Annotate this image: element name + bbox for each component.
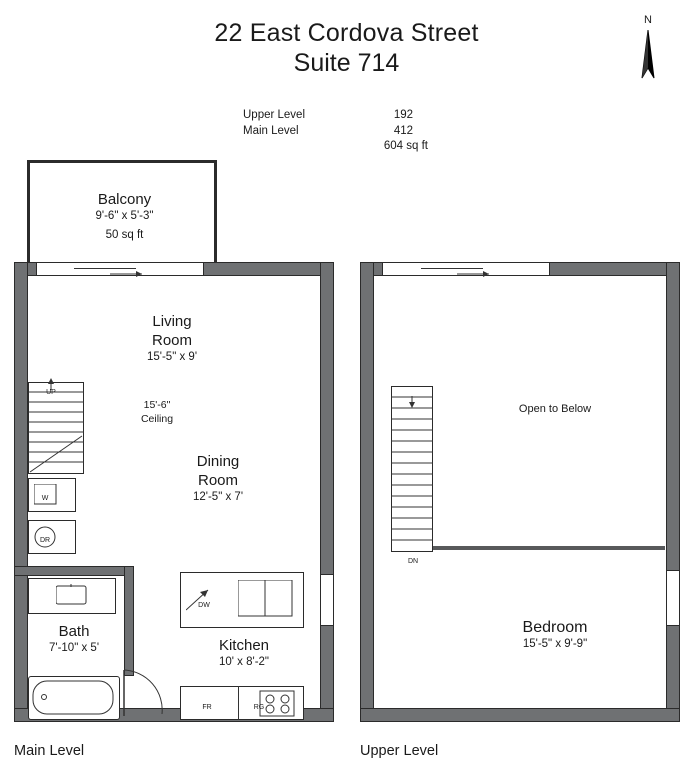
balcony-label-group	[47, 190, 202, 243]
wall-upper-left	[360, 262, 374, 722]
kitchen-label-group	[186, 636, 302, 670]
ceiling-note	[112, 398, 202, 426]
area-total-value: 604 sq ft	[383, 140, 428, 152]
window-upper-right	[666, 570, 680, 626]
wall-bath-top	[14, 566, 134, 576]
area-row-value: 192	[393, 109, 413, 121]
stairs-up-label: UP	[46, 389, 56, 396]
main-level-caption: Main Level	[14, 743, 85, 759]
balcony-dim: 9'-6" x 5'-3"	[95, 210, 154, 222]
dining-room-name-2: Room	[197, 472, 238, 489]
balcony-name: Balcony	[97, 191, 152, 208]
wall-main-right	[320, 262, 334, 722]
title-line-1: 22 East Cordova Street	[214, 19, 479, 47]
north-label: N	[644, 14, 652, 26]
bathtub-icon	[32, 680, 116, 716]
bath-name: Bath	[58, 623, 90, 640]
bedroom-name: Bedroom	[522, 619, 588, 636]
bath-dim: 7'-10" x 5'	[48, 642, 100, 654]
dishwasher-label: DW	[198, 602, 210, 609]
kitchen-dim: 10' x 8'-2"	[218, 656, 270, 668]
washer-label: W	[41, 495, 49, 502]
upper-door-swing-arrow-icon	[457, 268, 497, 280]
bath-door-swing-icon	[120, 668, 164, 720]
wall-upper-right	[666, 262, 680, 722]
ceiling-note-line-1: 15'-6"	[143, 399, 171, 411]
wall-bath-right	[124, 566, 134, 676]
stair-down-arrow-icon	[405, 394, 419, 408]
living-room-label-group	[112, 312, 232, 365]
bedroom-dim: 15'-5" x 9'-9"	[522, 638, 588, 650]
main-level-floorplan	[0, 0, 345, 772]
bedroom-label-group	[465, 618, 645, 652]
kitchen-sink-icon	[238, 580, 296, 620]
balcony-area: 50 sq ft	[105, 229, 144, 241]
dining-room-dim: 12'-5" x 7'	[192, 491, 244, 503]
upper-level-floorplan	[345, 0, 693, 772]
stairs-down-label: DN	[407, 558, 419, 565]
door-swing-arrow-icon	[110, 268, 150, 280]
bath-label-group	[26, 622, 122, 656]
title-line-2: Suite 714	[293, 49, 400, 77]
living-room-dim: 15'-5" x 9'	[146, 351, 198, 363]
dryer-label: DR	[39, 537, 51, 544]
area-row-label: Upper Level	[243, 109, 306, 121]
kitchen-name: Kitchen	[218, 637, 270, 654]
ceiling-note-line-2: Ceiling	[140, 413, 174, 425]
window-main-right	[320, 574, 334, 626]
area-row-label: Main Level	[243, 124, 299, 137]
sink-icon	[56, 584, 90, 608]
open-to-below-label: Open to Below	[518, 403, 592, 415]
living-room-name-2: Room	[151, 332, 192, 349]
dining-room-name-1: Dining	[196, 453, 240, 470]
area-row-value: 412	[393, 124, 413, 137]
upper-level-caption: Upper Level	[360, 743, 439, 759]
fridge-label: FR	[202, 704, 212, 711]
living-room-name-1: Living	[152, 313, 192, 330]
dining-room-label-group	[158, 452, 278, 505]
stair-treads-upper-icon	[391, 386, 433, 552]
wall-upper-bottom	[360, 708, 680, 722]
open-to-below-edge	[433, 546, 665, 550]
range-label: RG	[253, 704, 265, 711]
